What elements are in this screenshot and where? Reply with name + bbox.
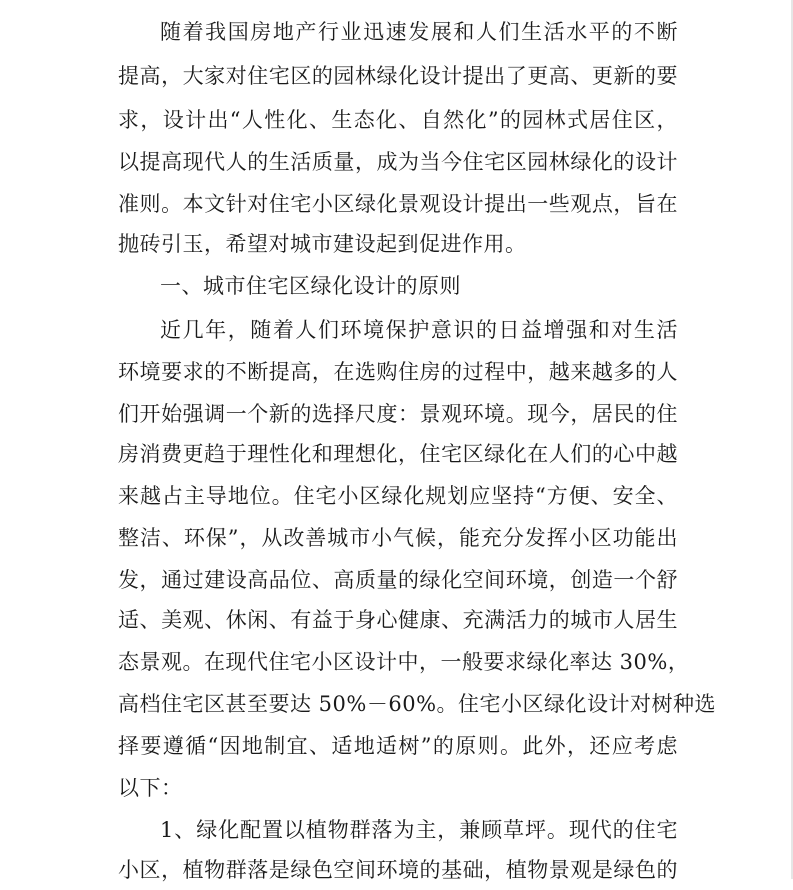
paragraph-line: 择要遵循“因地制宜、适地适树”的原则。此外，还应考虑 bbox=[118, 734, 678, 758]
paragraph-line: 近几年，随着人们环境保护意识的日益增强和对生活 bbox=[160, 318, 678, 342]
paragraph-line: 态景观。在现代住宅小区设计中，一般要求绿化率达 30%， bbox=[118, 650, 690, 674]
list-item-line: 小区，植物群落是绿色空间环境的基础，植物景观是绿色的 bbox=[118, 858, 678, 882]
paragraph-line: 以下： bbox=[118, 776, 183, 800]
paragraph-line: 来越占主导地位。住宅小区绿化规划应坚持“方便、安全、 bbox=[118, 484, 678, 508]
paragraph-line: 求，设计出“人性化、生态化、自然化”的园林式居住区， bbox=[118, 108, 678, 132]
paragraph-line: 房消费更趋于理性化和理想化，住宅区绿化在人们的心中越 bbox=[118, 442, 678, 466]
paragraph-line: 们开始强调一个新的选择尺度：景观环境。现今，居民的住 bbox=[118, 402, 678, 426]
paragraph-line: 准则。本文针对住宅小区绿化景观设计提出一些观点，旨在 bbox=[118, 192, 678, 216]
paragraph-line: 提高，大家对住宅区的园林绿化设计提出了更高、更新的要 bbox=[118, 64, 678, 88]
paragraph-line: 随着我国房地产行业迅速发展和人们生活水平的不断 bbox=[160, 20, 678, 44]
paragraph-line: 以提高现代人的生活质量，成为当今住宅区园林绿化的设计 bbox=[118, 150, 678, 174]
paragraph-line: 发，通过建设高品位、高质量的绿化空间环境，创造一个舒 bbox=[118, 568, 678, 592]
section-heading: 一、城市住宅区绿化设计的原则 bbox=[160, 274, 461, 298]
list-item-line: 1、绿化配置以植物群落为主，兼顾草坪。现代的住宅 bbox=[160, 818, 678, 842]
paragraph-line: 整洁、环保”，从改善城市小气候，能充分发挥小区功能出 bbox=[118, 526, 678, 550]
paragraph-line: 适、美观、休闲、有益于身心健康、充满活力的城市人居生 bbox=[118, 608, 678, 632]
paragraph-line: 高档住宅区甚至要达 50%－60%。住宅小区绿化设计对树种选 bbox=[118, 692, 717, 716]
paragraph-line: 抛砖引玉，希望对城市建设起到促进作用。 bbox=[118, 232, 527, 256]
paragraph-line: 环境要求的不断提高，在选购住房的过程中，越来越多的人 bbox=[118, 360, 678, 384]
